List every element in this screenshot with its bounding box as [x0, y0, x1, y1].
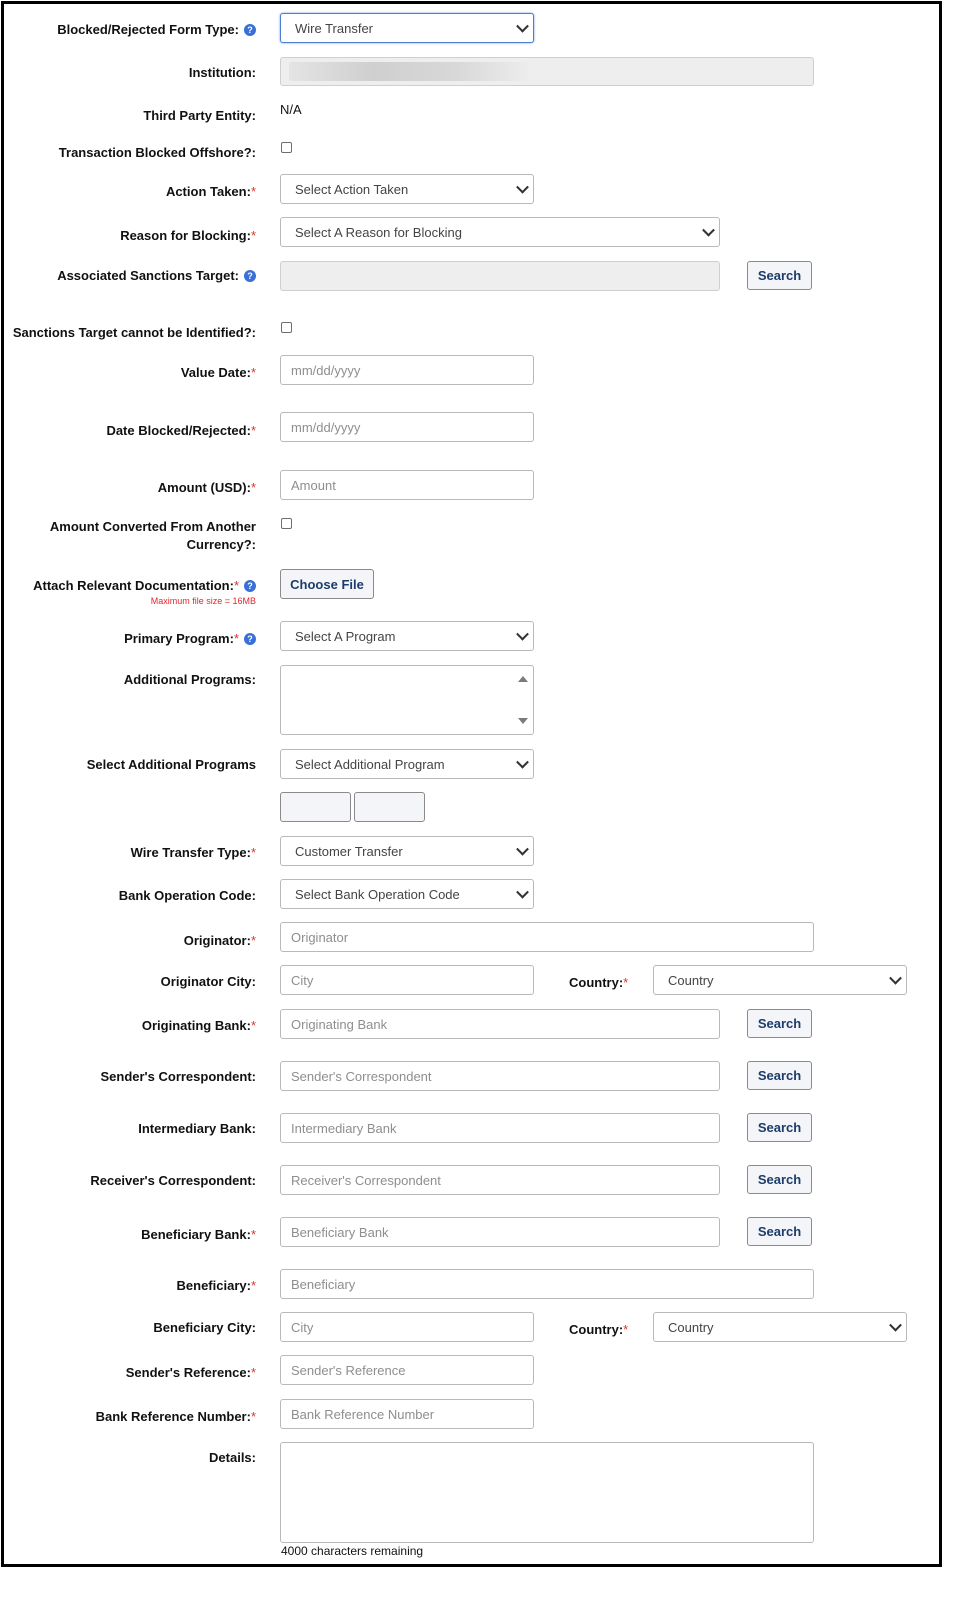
additional-program-select[interactable]: Select Additional Program: [280, 749, 534, 779]
sanctions-target-field: [280, 261, 720, 291]
senders-correspondent-search-button[interactable]: Search: [747, 1061, 812, 1090]
chevron-down-icon: [516, 756, 529, 769]
file-size-note: Maximum file size = 16MB: [150, 596, 256, 606]
intermediary-bank-search-button[interactable]: Search: [747, 1113, 812, 1142]
originating-bank-search-button[interactable]: Search: [747, 1009, 812, 1038]
select-additional-label: Select Additional Programs: [86, 757, 256, 772]
details-label: Details:: [209, 1450, 256, 1465]
originating-bank-label: Originating Bank:*: [141, 1018, 256, 1033]
amount-input[interactable]: Amount: [280, 470, 534, 500]
value-date-input[interactable]: mm/dd/yyyy: [280, 355, 534, 385]
senders-correspondent-label: Sender's Correspondent:: [100, 1069, 256, 1084]
senders-reference-input[interactable]: Sender's Reference: [280, 1355, 534, 1385]
bank-reference-label: Bank Reference Number:*: [95, 1409, 256, 1424]
form-container: [1, 1, 942, 1567]
originator-label: Originator:*: [183, 933, 256, 948]
primary-program-label: Primary Program:* ?: [124, 631, 256, 646]
primary-program-select[interactable]: Select A Program: [280, 621, 534, 651]
senders-correspondent-input[interactable]: Sender's Correspondent: [280, 1061, 720, 1091]
beneficiary-city-input[interactable]: City: [280, 1312, 534, 1342]
originating-bank-input[interactable]: Originating Bank: [280, 1009, 720, 1039]
offshore-label: Transaction Blocked Offshore?:: [58, 145, 256, 160]
receivers-correspondent-input[interactable]: Receiver's Correspondent: [280, 1165, 720, 1195]
chevron-down-icon: [702, 224, 715, 237]
question-circle-icon[interactable]: ?: [244, 580, 256, 592]
institution-label: Institution:: [188, 65, 256, 80]
form-type-select[interactable]: Wire Transfer: [280, 13, 534, 43]
form-type-label: Blocked/Rejected Form Type: ?: [57, 22, 256, 37]
intermediary-bank-label: Intermediary Bank:: [138, 1121, 256, 1136]
wire-type-select[interactable]: Customer Transfer: [280, 836, 534, 866]
scroll-down-icon[interactable]: [518, 718, 528, 724]
wire-type-label: Wire Transfer Type:*: [130, 845, 256, 860]
remove-button[interactable]: [354, 792, 425, 822]
chevron-down-icon: [889, 972, 902, 985]
target-unidentified-checkbox[interactable]: [281, 322, 292, 333]
chevron-down-icon: [516, 843, 529, 856]
beneficiary-country-select[interactable]: Country: [653, 1312, 907, 1342]
date-blocked-input[interactable]: mm/dd/yyyy: [280, 412, 534, 442]
chevron-down-icon: [516, 628, 529, 641]
amount-label: Amount (USD):*: [157, 480, 256, 495]
originator-city-input[interactable]: City: [280, 965, 534, 995]
beneficiary-city-label: Beneficiary City:: [153, 1320, 256, 1335]
additional-programs-label: Additional Programs:: [123, 672, 256, 687]
third-party-value: N/A: [280, 102, 302, 117]
originator-country-label: Country:*: [569, 975, 629, 990]
originator-country-select[interactable]: Country: [653, 965, 907, 995]
value-date-label: Value Date:*: [180, 365, 256, 380]
additional-programs-listbox[interactable]: [280, 665, 534, 735]
beneficiary-bank-input[interactable]: Beneficiary Bank: [280, 1217, 720, 1247]
action-taken-label: Action Taken:*: [165, 184, 256, 199]
chevron-down-icon: [516, 181, 529, 194]
originator-city-label: Originator City:: [160, 974, 256, 989]
receivers-correspondent-search-button[interactable]: Search: [747, 1165, 812, 1194]
reason-select[interactable]: Select A Reason for Blocking: [280, 217, 720, 247]
intermediary-bank-input[interactable]: Intermediary Bank: [280, 1113, 720, 1143]
originator-input[interactable]: Originator: [280, 922, 814, 952]
sanctions-search-button[interactable]: Search: [747, 261, 812, 290]
beneficiary-label: Beneficiary:*: [176, 1278, 256, 1293]
offshore-checkbox[interactable]: [281, 142, 292, 153]
beneficiary-bank-label: Beneficiary Bank:*: [141, 1227, 256, 1242]
chevron-down-icon: [516, 886, 529, 899]
question-circle-icon[interactable]: ?: [244, 633, 256, 645]
reason-label: Reason for Blocking:*: [120, 228, 256, 243]
add-button[interactable]: [280, 792, 351, 822]
scroll-up-icon[interactable]: [518, 676, 528, 682]
institution-field: [280, 57, 814, 86]
receivers-correspondent-label: Receiver's Correspondent:: [90, 1173, 256, 1188]
target-unidentified-label: Sanctions Target cannot be Identified?:: [12, 325, 256, 340]
senders-reference-label: Sender's Reference:*: [125, 1365, 256, 1380]
attach-label: Attach Relevant Documentation:* ?: [33, 578, 256, 593]
beneficiary-input[interactable]: Beneficiary: [280, 1269, 814, 1299]
beneficiary-bank-search-button[interactable]: Search: [747, 1217, 812, 1246]
bank-reference-input[interactable]: Bank Reference Number: [280, 1399, 534, 1429]
date-blocked-label: Date Blocked/Rejected:*: [106, 423, 256, 438]
choose-file-button[interactable]: Choose File: [280, 569, 374, 599]
action-taken-select[interactable]: Select Action Taken: [280, 174, 534, 204]
redacted-value: [289, 62, 529, 81]
converted-label: Amount Converted From Another Currency?:: [49, 519, 256, 552]
converted-checkbox[interactable]: [281, 518, 292, 529]
question-circle-icon[interactable]: ?: [244, 270, 256, 282]
sanctions-target-label: Associated Sanctions Target: ?: [57, 268, 256, 283]
bank-op-code-select[interactable]: Select Bank Operation Code: [280, 879, 534, 909]
characters-remaining: 4000 characters remaining: [281, 1544, 424, 1558]
bank-op-code-label: Bank Operation Code:: [118, 888, 256, 903]
details-textarea[interactable]: [280, 1442, 814, 1543]
beneficiary-country-label: Country:*: [569, 1322, 629, 1337]
question-circle-icon[interactable]: ?: [244, 24, 256, 36]
chevron-down-icon: [889, 1319, 902, 1332]
third-party-label: Third Party Entity:: [143, 108, 256, 123]
chevron-down-icon: [516, 20, 529, 33]
